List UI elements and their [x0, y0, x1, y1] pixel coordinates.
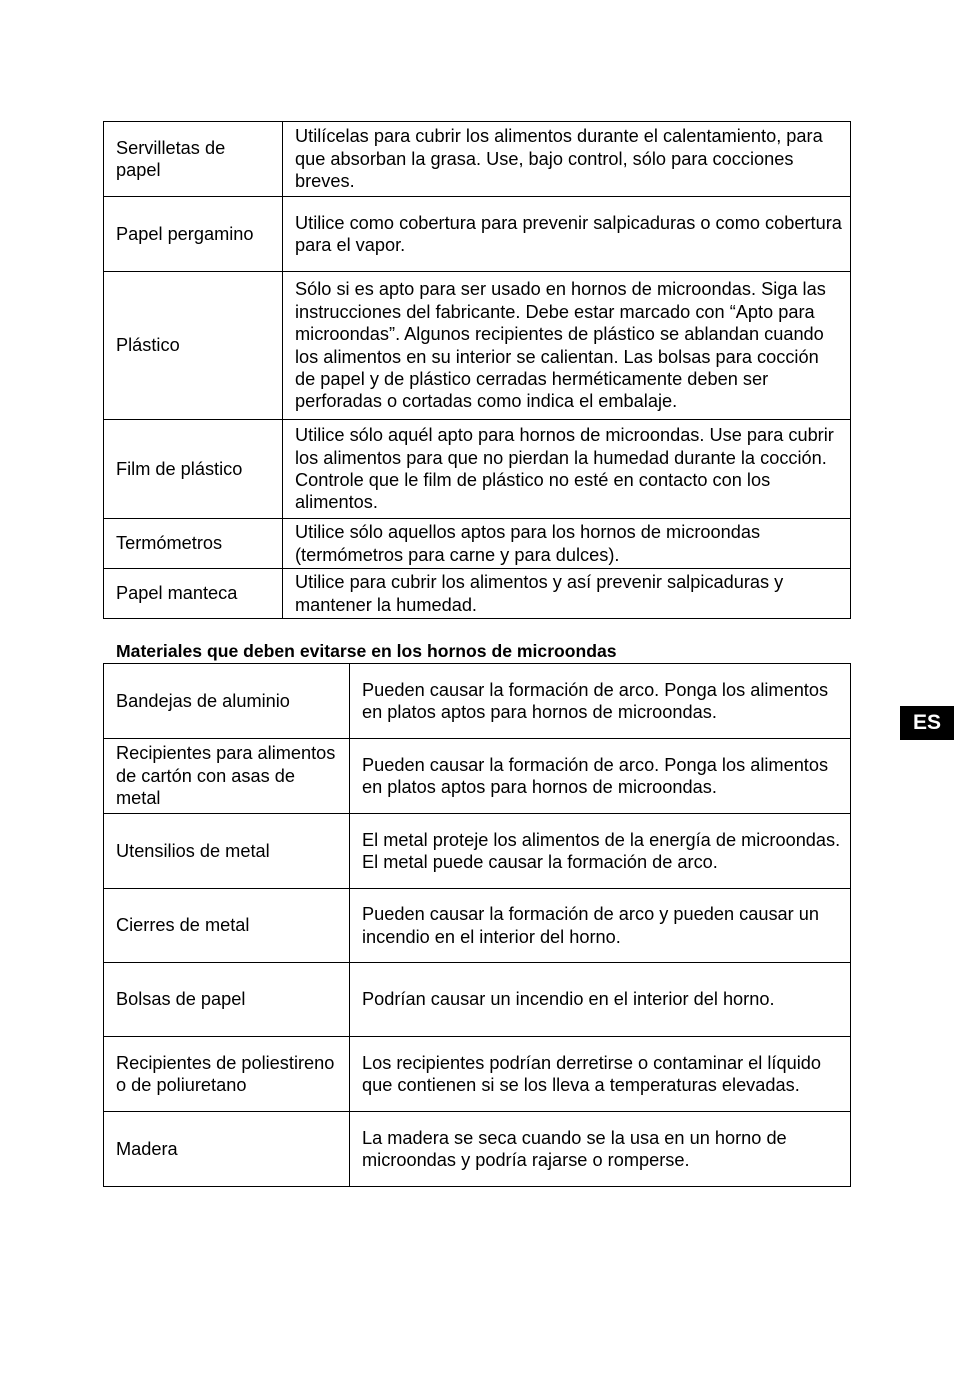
material-cell: Papel pergamino — [104, 197, 283, 272]
table-row — [104, 814, 851, 889]
description-cell: Utilice sólo aquél apto para hornos de microondas. Use para cubrir los alimentos para que no pierdan la humedad durante la cocción. Controle que le film de plástico no esté en contacto con los alimentos. — [283, 420, 851, 519]
table-row — [104, 197, 851, 272]
table-row — [104, 1037, 851, 1112]
description-cell: Utilícelas para cubrir los alimentos durante el calentamiento, para que absorban la grasa. Use, bajo control, sólo para cocciones breves. — [283, 122, 851, 197]
table-row — [104, 420, 851, 519]
description-cell: Pueden causar la formación de arco. Ponga los alimentos en platos aptos para hornos de microondas. — [350, 739, 851, 814]
description-cell: Podrían causar un incendio en el interior del horno. — [350, 963, 851, 1037]
material-cell: Bolsas de papel — [104, 963, 350, 1037]
table-row — [104, 272, 851, 420]
description-cell: Los recipientes podrían derretirse o contaminar el líquido que contienen si se los lleva a temperaturas elevadas. — [350, 1037, 851, 1112]
material-cell: Papel manteca — [104, 569, 283, 619]
suitable-materials-table — [103, 121, 851, 619]
description-cell: Pueden causar la formación de arco. Ponga los alimentos en platos aptos para hornos de microondas. — [350, 664, 851, 739]
table-row — [104, 664, 851, 739]
table-row — [104, 963, 851, 1037]
material-cell: Termómetros — [104, 519, 283, 569]
description-cell: Utilice para cubrir los alimentos y así prevenir salpicaduras y mantener la humedad. — [283, 569, 851, 619]
section-heading: Materiales que deben evitarse en los hornos de microondas — [116, 641, 617, 661]
description-cell: Utilice como cobertura para prevenir salpicaduras o como cobertura para el vapor. — [283, 197, 851, 272]
table-row — [104, 1112, 851, 1187]
description-cell: La madera se seca cuando se la usa en un horno de microondas y podría rajarse o romperse. — [350, 1112, 851, 1187]
material-cell: Recipientes para alimentos de cartón con asas de metal — [104, 739, 350, 814]
description-cell: Utilice sólo aquellos aptos para los hornos de microondas (termómetros para carne y para dulces). — [283, 519, 851, 569]
avoid-materials-table — [103, 663, 851, 1187]
description-cell: Sólo si es apto para ser usado en hornos de microondas. Siga las instrucciones del fabricante. Debe estar marcado con “Apto para microondas”. Algunos recipientes de plástico se ablandan cuando los alimentos en su interior se calientan. Las bolsas para cocción de papel y de plástico cerradas herméticamente deben ser perforadas o cortadas como indica el embalaje. — [283, 272, 851, 420]
material-cell: Bandejas de aluminio — [104, 664, 350, 739]
table-row — [104, 889, 851, 963]
language-tab-es: ES — [900, 706, 954, 740]
table-row — [104, 739, 851, 814]
material-cell: Utensilios de metal — [104, 814, 350, 889]
table-row — [104, 569, 851, 619]
description-cell: Pueden causar la formación de arco y pueden causar un incendio en el interior del horno. — [350, 889, 851, 963]
material-cell: Recipientes de poliestireno o de poliuretano — [104, 1037, 350, 1112]
material-cell: Plástico — [104, 272, 283, 420]
material-cell: Madera — [104, 1112, 350, 1187]
table-row — [104, 519, 851, 569]
material-cell: Cierres de metal — [104, 889, 350, 963]
material-cell: Servilletas de papel — [104, 122, 283, 197]
description-cell: El metal proteje los alimentos de la energía de microondas. El metal puede causar la formación de arco. — [350, 814, 851, 889]
material-cell: Film de plástico — [104, 420, 283, 519]
table-row — [104, 122, 851, 197]
